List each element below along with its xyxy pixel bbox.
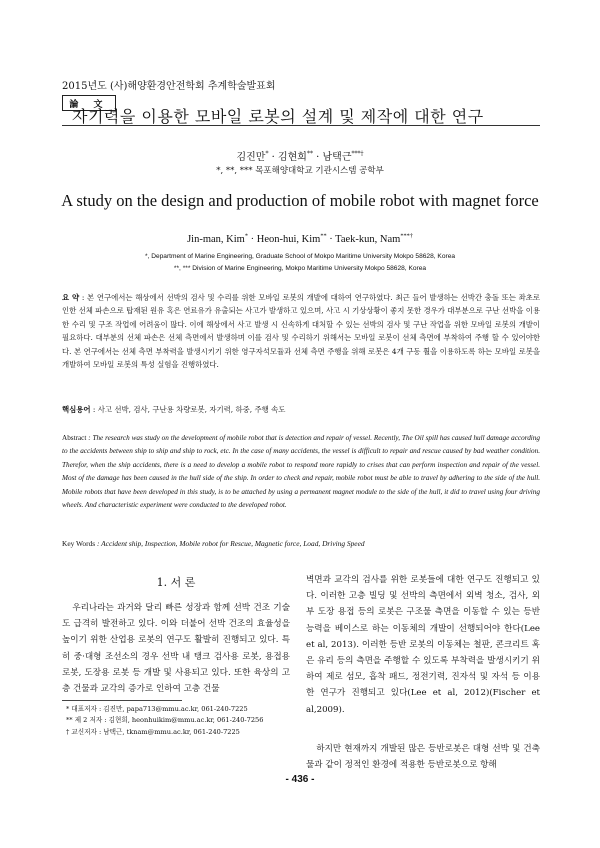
- author-3-en: · Taek-kun, Nam: [326, 234, 401, 245]
- abstract-korean-label: 요 약: [62, 293, 80, 302]
- author-3-kr: · 남택근: [312, 152, 352, 163]
- abstract-english-label: Abstract: [62, 434, 87, 442]
- abstract-english: [62, 432, 540, 512]
- footnote-1: * 대표저자 : 김진만, papa713@mmu.ac.kr, 061-240-7225: [66, 705, 248, 713]
- author-1-en: Jin-man, Kim: [187, 234, 245, 245]
- abstract-korean: [62, 291, 540, 371]
- page-number: - 436 -: [285, 774, 315, 785]
- author-1-kr: 김진만: [236, 152, 266, 163]
- footnote-rule: [62, 700, 182, 701]
- keywords-korean-label: 핵심용어: [62, 405, 91, 414]
- authors-english: [0, 234, 600, 245]
- author-2-en-mark: **: [320, 232, 327, 240]
- author-1-mark: *: [265, 150, 269, 158]
- abstract-korean-text: : 본 연구에서는 해상에서 선박의 검사 및 수리를 위한 모바일 로봇의 개발에 대하여 연구하였다. 최근 들어 발생하는 선박간 충돌 또는 좌초로 인한 선체 파손으로 탑재된 원유 혹은 연료유가 유출되는 사고가 발생하고 있으며, 사고 시 기상상황이 좋지 못한 경우가 대부분으로 구난 선박을 이용한 수리 및 구조 작업에 어려움이 많다. 이에 해상에서 사고 발생 시 신속하게 대처할 수 있는 선박의 검사 및 구난 작업을 위한 모바일 로봇의 개발이 필요하다. 대부분의 선체 파손은 선체 측면에서 발생하며 이를 검사 및 수리하기 위해서는 모바일 로봇이 선체 측면에 부착하여 주행 할 수 있어야한다. 본 연구에서는 선체 측면 부착력을 발생시키기 위한 영구자석모듈과 선체 측면 주행을 위해 로봇은 4개 구동 휠을 이용하도록 하는 모바일 로봇을 개발하여 모바일 로봇의 특성 실험을 진행하였다.: [62, 293, 541, 370]
- author-2-en: · Heon-hui, Kim: [247, 234, 321, 245]
- author-2-kr: · 김현희: [268, 152, 307, 163]
- author-2-mark: **: [306, 150, 313, 158]
- affiliation-english-2: **, *** Division of Marine Engineering, Mokpo Maritime University Mokpo 58628, Korea: [173, 265, 427, 272]
- author-3-mark: ***†: [351, 150, 364, 158]
- footnote-2: ** 제 2 저자 : 김현희, heonhuikim@mmu.ac.kr, 061-240-7256: [66, 716, 264, 725]
- author-3-en-mark: ***†: [400, 232, 413, 240]
- intro-paragraph-1: 우리나라는 과거와 달리 빠른 성장과 함께 선박 건조 기술도 급격히 발전하고 있다. 이와 더불어 선박 건조의 효율성을 높이기 위한 산업용 로봇의 연구도 활발히 진행되고 있다. 특히 중·대형 조선소의 경우 선박 내 탱크 검사용 로봇, 용접용 로봇, 도장용 로봇 등 개발 및 사용되고 있다. 또한 육상의 고층 건물과 교각의 증가로 인하여 고층 건물: [62, 603, 290, 695]
- paper-title-english: A study on the design and production of mobile robot with magnet force: [61, 191, 539, 210]
- footnote-3: † 교신저자 : 남택근, tknam@mmu.ac.kr, 061-240-7225: [66, 727, 240, 736]
- keywords-english-label: Key Words: [62, 539, 96, 548]
- intro-paragraph-3: 하지만 현재까지 개발된 많은 등반로봇은 대형 선박 및 건축물과 같이 정적인 환경에 적용한 등반로봇으로 항해: [306, 744, 540, 771]
- keywords-korean-text: : 사고 선박, 검사, 구난용 차량로봇, 자기력, 하중, 주행 속도: [90, 405, 286, 414]
- keywords-english: [62, 539, 540, 548]
- section-heading-introduction: 1. 서 론: [156, 576, 196, 589]
- intro-paragraph-2: 벽면과 교각의 검사를 위한 로봇들에 대한 연구도 진행되고 있다. 이러한 고층 빌딩 및 선박의 측면에서 외벽 청소, 검사, 외부 도장 용접 등의 로봇은 구조물 측면을 이동할 수 있는 등반 능력을 베이스로 하는 이동체의 개발이 선행되어야 한다(Lee et al, 2013). 이러한 등반 로봇의 이동체는 철판, 콘크리트 혹은 유리 등의 측면을 주행할 수 있도록 부착력을 발생시키기 위하여 제로 섬모, 흡착 패드, 정전기력, 진자석 및 자석 등 이용한 연구가 진행되고 있다(Lee et al, 2012)(Fischer et al,2009).: [306, 575, 540, 715]
- affiliation-english-1: *, Department of Marine Engineering, Graduate School of Mokpo Maritime University Mokpo 58628, Korea: [144, 253, 456, 260]
- header-rule: [62, 125, 540, 126]
- intro-right-column: [306, 572, 540, 718]
- keywords-english-text: : Accident ship, Inspection, Mobile robot for Rescue, Magnetic force, Load, Driving Speed: [95, 539, 365, 548]
- intro-left-column: [62, 600, 290, 697]
- affiliation-korean: *, **, *** 목포해양대학교 기관시스템 공학부: [216, 166, 384, 176]
- paper-title-korean: 자기력을 이용한 모바일 로봇의 설계 및 제작에 대한 연구: [72, 107, 484, 126]
- abstract-english-text: : The research was study on the development of mobile robot that is detection and repair of vessel. Recently, The Oil spill has caused hull damage according to the accidents between ship to ship and ship to rock, etc. In the case of many accidents, the vessel is difficult to repair and rescue caused by bad weather condition. Therefor, when the ship accidents, there is a need to develop a mobile robot to respond more rapidly to crises that can perform inspection and repair of the vessel. Most of the damage has been caused in the hull side of the ship. In order to check and repair, mobile robot must be able to travel by adhering to the side of the hull. Mobile robots that have been developed in this study, is to be attached by using a permanent magnet module to the side of the hull, it did to travel using four driving wheels. And characteristic experiment were conducted to the developed robot.: [62, 434, 540, 510]
- authors-korean: [0, 148, 600, 163]
- keywords-korean: [62, 404, 540, 415]
- intro-right-column-2: [306, 741, 540, 773]
- footnotes: [66, 704, 290, 738]
- conference-name: 2015년도 (사)해양환경안전학회 추계학술발표회: [62, 81, 276, 92]
- article-type-badge: 論 文: [62, 95, 116, 111]
- author-1-en-mark: *: [244, 232, 248, 240]
